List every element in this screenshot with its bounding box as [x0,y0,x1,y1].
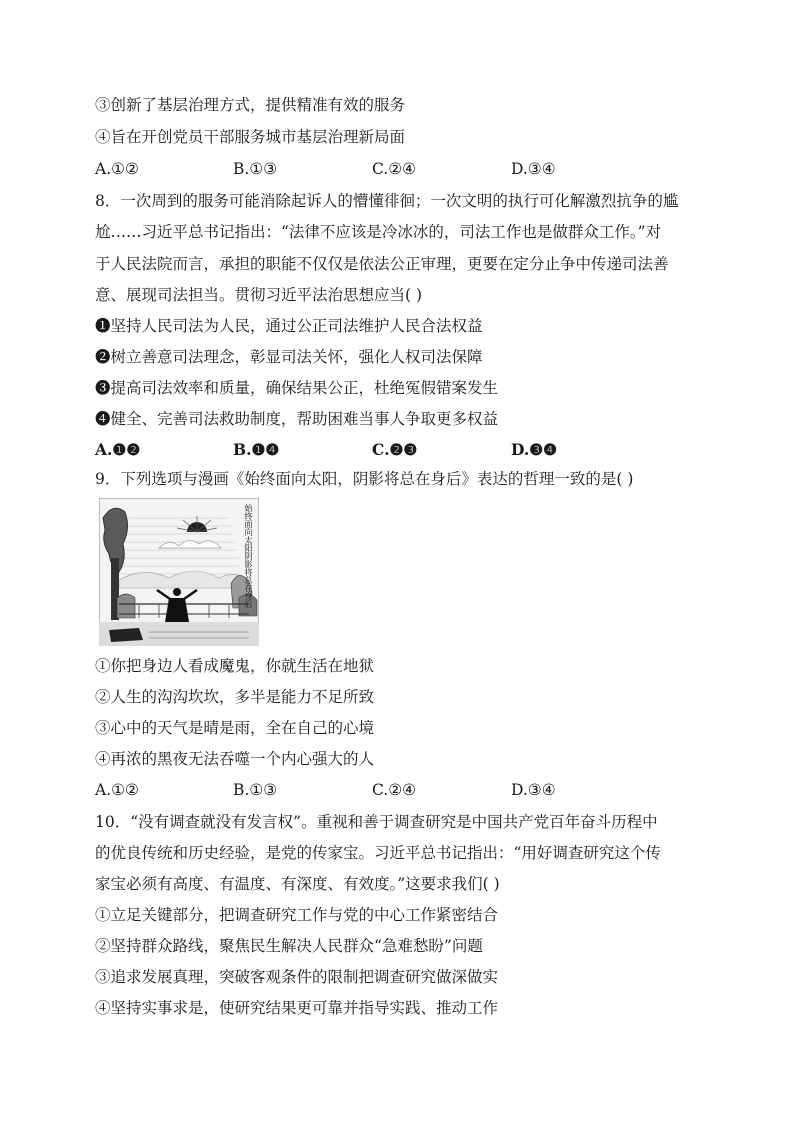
q8-stem-line-4: 意、展现司法担当。贯彻习近平法治思想应当( ) [95,286,423,304]
q9-stem: 9．下列选项与漫画《始终面向太阳，阴影将总在身后》表达的哲理一致的是( ) [95,470,634,488]
q8-statement-2: ❷树立善意司法理念，彰显司法关怀，强化人权司法保障 [95,348,483,366]
q9-statement-2: ②人生的沟沟坎坎，多半是能力不足所致 [95,688,375,706]
q10-statement-4: ④坚持实事求是，使研究结果更可靠并指导实践、推动工作 [95,999,499,1017]
q10-statement-2: ②坚持群众路线，聚焦民生解决人民群众“急难愁盼”问题 [95,937,483,955]
q8-option-a[interactable]: A.❶❷ [95,440,141,459]
q9-statement-1: ①你把身边人看成魔鬼，你就生活在地狱 [95,657,375,675]
q8-statement-1: ❶坚持人民司法为人民，通过公正司法维护人民合法权益 [95,317,483,335]
q8-stem-line-1: 8．一次周到的服务可能消除起诉人的懵懂徘徊；一次文明的执行可化解激烈抗争的尴 [95,192,679,210]
q10-stem-line-2: 的优良传统和历史经验，是党的传家宝。习近平总书记指出：“用好调查研究这个传 [95,844,661,862]
q9-option-c[interactable]: C.②④ [372,781,417,799]
q9-option-a[interactable]: A.①② [95,781,139,799]
q9-statement-4: ④再浓的黑夜无法吞噬一个内心强大的人 [95,750,375,768]
q7-option-d[interactable]: D.③④ [511,160,556,178]
q7-option-b[interactable]: B.①③ [233,160,278,178]
q8-statement-3: ❸提高司法效率和质量，确保结果公正，杜绝冤假错案发生 [95,379,499,397]
q8-statement-4: ❹健全、完善司法救助制度，帮助困难当事人争取更多权益 [95,410,499,428]
q10-stem-line-1: 10．“没有调查就没有发言权”。重视和善于调查研究是中国共产党百年奋斗历程中 [95,813,658,831]
q10-statement-3: ③追求发展真理，突破客观条件的限制把调查研究做深做实 [95,968,499,986]
q7-statement-3: ③创新了基层治理方式，提供精准有效的服务 [95,96,406,114]
q9-statement-3: ③心中的天气是晴是雨，全在自己的心境 [95,719,375,737]
q8-stem-line-3: 于人民法院而言，承担的职能不仅仅是依法公正审理，更要在定分止争中传递司法善 [95,255,669,273]
q8-stem-line-2: 尬……习近平总书记指出：“法律不应该是冷冰冰的，司法工作也是做群众工作。”对 [95,223,662,241]
q10-statement-1: ①立足关键部分，把调查研究工作与党的中心工作紧密结合 [95,906,499,924]
q9-option-d[interactable]: D.③④ [511,781,556,799]
q8-option-d[interactable]: D.❸❹ [511,440,558,459]
q9-option-b[interactable]: B.①③ [233,781,278,799]
q10-stem-line-3: 家宝必须有高度、有温度、有深度、有效度。”这要求我们( ) [95,875,500,893]
q8-option-b[interactable]: B.❶❹ [233,440,280,459]
q7-option-c[interactable]: C.②④ [372,160,417,178]
q8-option-c[interactable]: C.❷❸ [372,440,418,459]
cartoon-image [99,498,259,646]
q7-option-a[interactable]: A.①② [95,160,139,178]
cartoon-caption: 始终面向太阳阴影将总在身后 [244,504,253,608]
q7-statement-4: ④旨在开创党员干部服务城市基层治理新局面 [95,128,406,146]
